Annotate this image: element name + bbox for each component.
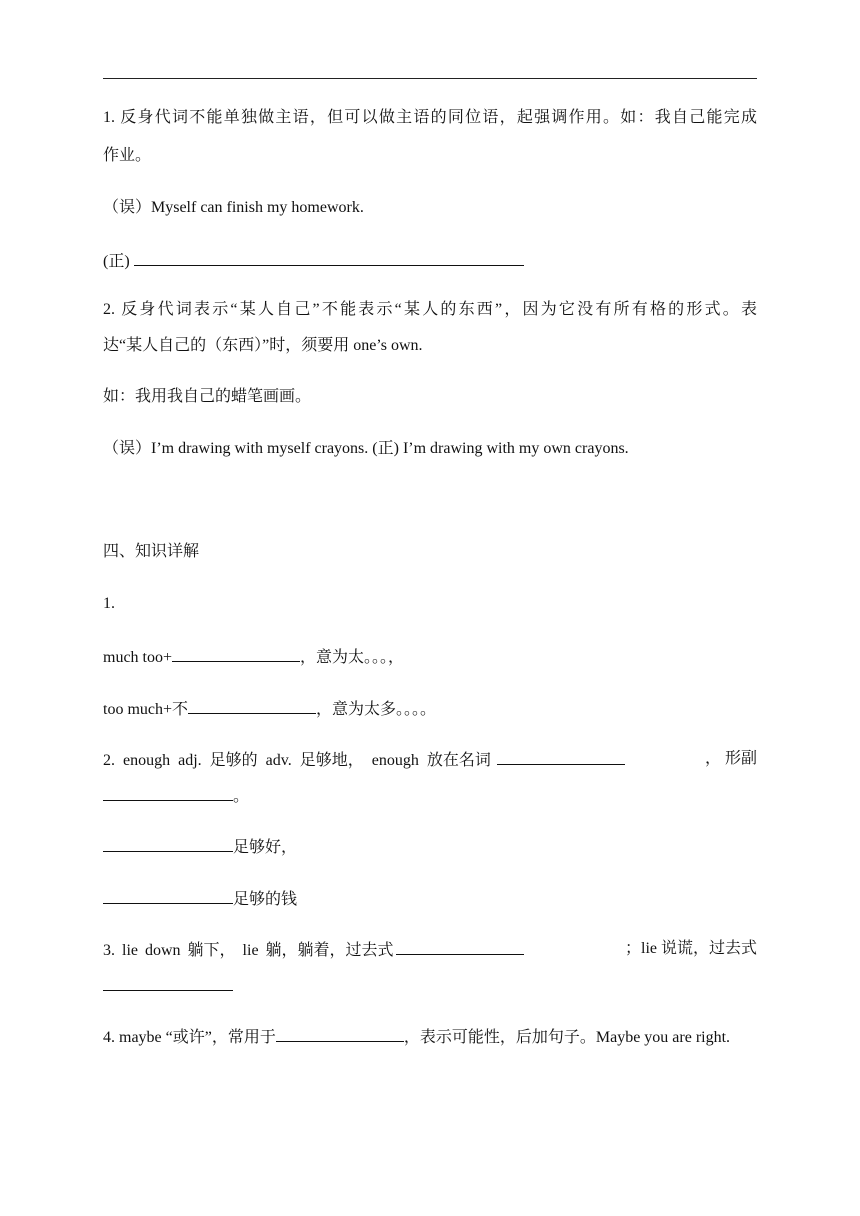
enough-money-suffix: 足够的钱	[233, 891, 298, 908]
lie-line-2	[103, 975, 757, 997]
maybe-prefix: 4. maybe “或许”，常用于	[103, 1029, 276, 1046]
compare-example-2: （误）I’m drawing with myself crayons. (正) I’m drawing with my own crayons.	[103, 440, 629, 457]
lie-tail: ；lie 说谎，过去式	[625, 940, 757, 957]
enough-money-line	[103, 888, 757, 910]
answer-blank-1[interactable]	[134, 250, 524, 266]
maybe-suffix: ，表示可能性，后加句子。Maybe you are right.	[403, 1029, 731, 1046]
answer-blank-too-much[interactable]	[188, 698, 316, 714]
answer-blank-good-enough[interactable]	[103, 836, 233, 852]
maybe-line	[103, 1026, 757, 1048]
paragraph-2-line-2: 达“某人自己的（东西）”时，须要用 one’s own.	[103, 337, 423, 354]
good-enough-line	[103, 836, 757, 858]
paragraph-1-line-2: 作业。	[103, 147, 152, 164]
example-sentence: 如：我用我自己的蜡笔画画。	[103, 388, 312, 405]
much-too-suffix: ，意为太。。。，	[300, 649, 405, 666]
answer-blank-enough-money[interactable]	[103, 888, 233, 904]
answer-blank-lie-lie-past[interactable]	[103, 975, 233, 991]
enough-line-1	[103, 749, 757, 771]
enough-line-2-suffix: 。	[233, 788, 250, 805]
answer-blank-enough-adj[interactable]	[103, 785, 233, 801]
answer-blank-much-too[interactable]	[172, 646, 300, 662]
answer-blank-enough-noun[interactable]	[497, 749, 625, 765]
much-too-prefix: much too+	[103, 649, 173, 666]
answer-blank-lie-past[interactable]	[396, 939, 524, 955]
answer-blank-maybe[interactable]	[276, 1026, 404, 1042]
enough-text: 2. enough adj. 足够的 adv. 足够地， enough 放在名词	[103, 752, 491, 769]
correct-label: (正)	[103, 253, 134, 270]
lie-text: 3. lie down 躺下， lie 躺，躺着，过去式	[103, 942, 394, 959]
much-too-line	[103, 646, 757, 668]
good-enough-suffix: 足够好，	[233, 839, 298, 856]
paragraph-1-line-1: 1. 反身代词不能单独做主语，但可以做主语的同位语，起强调作用。如：我自己能完成	[103, 109, 757, 126]
too-much-suffix: ，意为太多。。。。	[316, 701, 437, 718]
wrong-example-1: （误）Myself can finish my homework.	[103, 199, 364, 216]
paragraph-2-line-1: 2. 反身代词表示“某人自己”不能表示“某人的东西”，因为它没有所有格的形式。表	[103, 301, 757, 318]
header-rule	[103, 78, 757, 79]
too-much-prefix: too much+不	[103, 701, 189, 718]
enough-line-2	[103, 785, 757, 807]
item-1-number: 1.	[103, 595, 115, 612]
too-much-line	[103, 698, 757, 720]
lie-line-1	[103, 939, 757, 961]
correct-example-1	[103, 250, 757, 272]
enough-tail: ， 形副	[704, 750, 757, 767]
section-title: 四、知识详解	[103, 543, 200, 560]
